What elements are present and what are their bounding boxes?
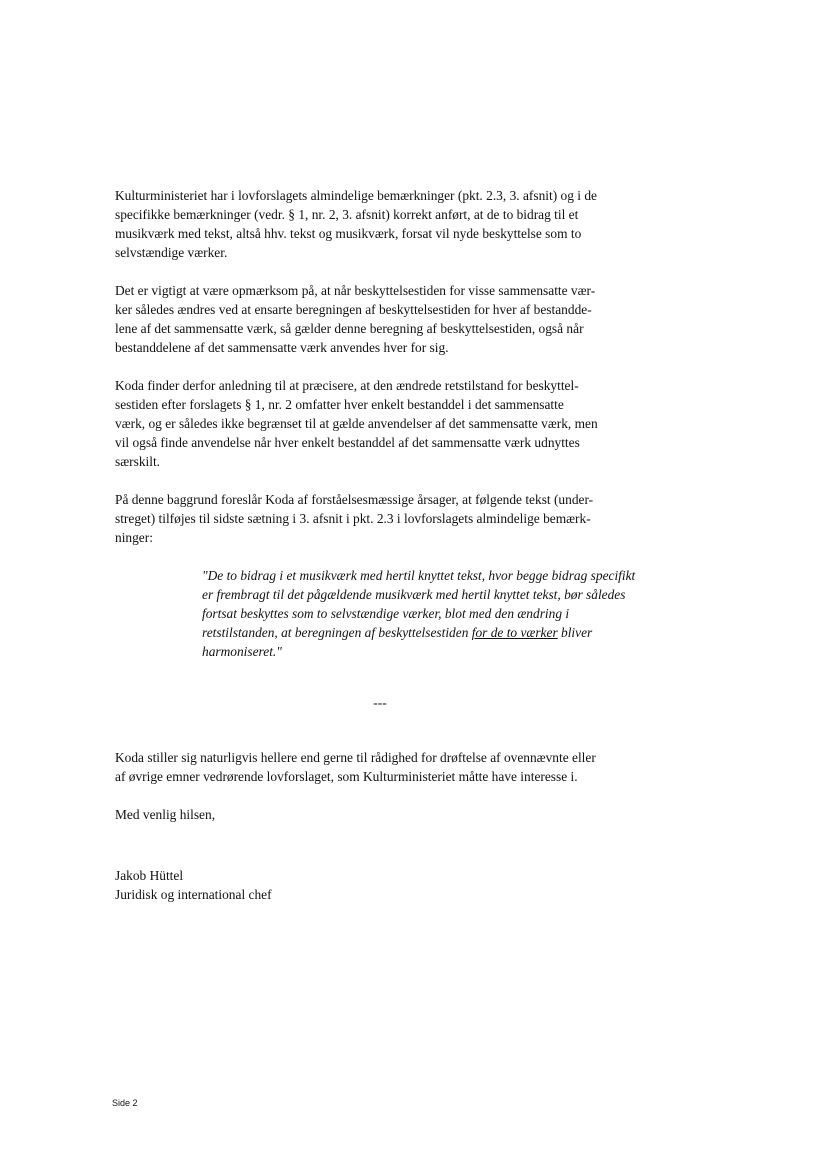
- quote-main-text: "De to bidrag i et musikværk med hertil knyttet tekst, hvor begge bidrag specifikt er frembragt til det pågældende musikværk med hertil knyttet tekst, bør således fortsat beskyttes som to selvstændige værker, blot med den ændring i retstilstanden, at beregningen af beskyttelsestiden: [202, 568, 636, 640]
- paragraph-1: Kulturministeriet har i lovforslagets almindelige bemærkninger (pkt. 2.3, 3. afsnit) og i de specifikke bemærkninger (vedr. § 1, nr. 2, 3. afsnit) korrekt anført, at de to bidrag til et musikværk med tekst, altså hhv. tekst og musikværk, forsat vil nyde beskyttelse som to selvstændige værker.: [115, 188, 597, 260]
- section-separator: [115, 693, 645, 712]
- paragraph-4: På denne baggrund foreslår Koda af forståelsesmæssige årsager, at følgende tekst (under- streget) tilføjes til sidste sætning i 3. afsnit i pkt. 2.3 i lovforslagets almindelige bemærk- ninger:: [115, 492, 594, 545]
- page-number: Side 2: [112, 1098, 138, 1108]
- signatory-title: Juridisk og international chef: [115, 887, 272, 902]
- signatory-name: Jakob Hüttel: [115, 868, 184, 883]
- closing-paragraph: Koda stiller sig naturligvis hellere end gerne til rådighed for drøftelse af ovennævnte eller af øvrige emner vedrørende lovforslaget, som Kulturministeriet måtte have interesse i.: [115, 750, 596, 784]
- quote-end-text: bliver harmoniseret.": [202, 625, 593, 659]
- greeting: Med venlig hilsen,: [115, 807, 216, 822]
- paragraph-2: Det er vigtigt at være opmærksom på, at når beskyttelsestiden for visse sammensatte vær- ker således ændres ved at ensarte beregningen af beskyttelsestiden for hver af bestandde- lene af det sammensatte værk, så gælder denne beregning af beskyttelsestiden, også når bestanddelene af det sammensatte værk anvendes hver for sig.: [115, 283, 596, 355]
- paragraph-3: Koda finder derfor anledning til at præcisere, at den ændrede retstilstand for beskyttel- sestiden efter forslagets § 1, nr. 2 omfatter hver enkelt bestanddel i det sammensatte værk, og er således ikke begrænset til at gælde anvendelser af det sammensatte værk, men vil også finde anvendelse når hver enkelt bestanddel af det sammensatte værk udnyttes særskilt.: [115, 378, 598, 469]
- separator-dashes: ---: [373, 695, 387, 710]
- letter-body: [115, 186, 645, 904]
- proposed-text-quote: [202, 566, 647, 661]
- signature-block: [115, 866, 645, 904]
- quote-underlined-text: for de to værker: [471, 625, 558, 640]
